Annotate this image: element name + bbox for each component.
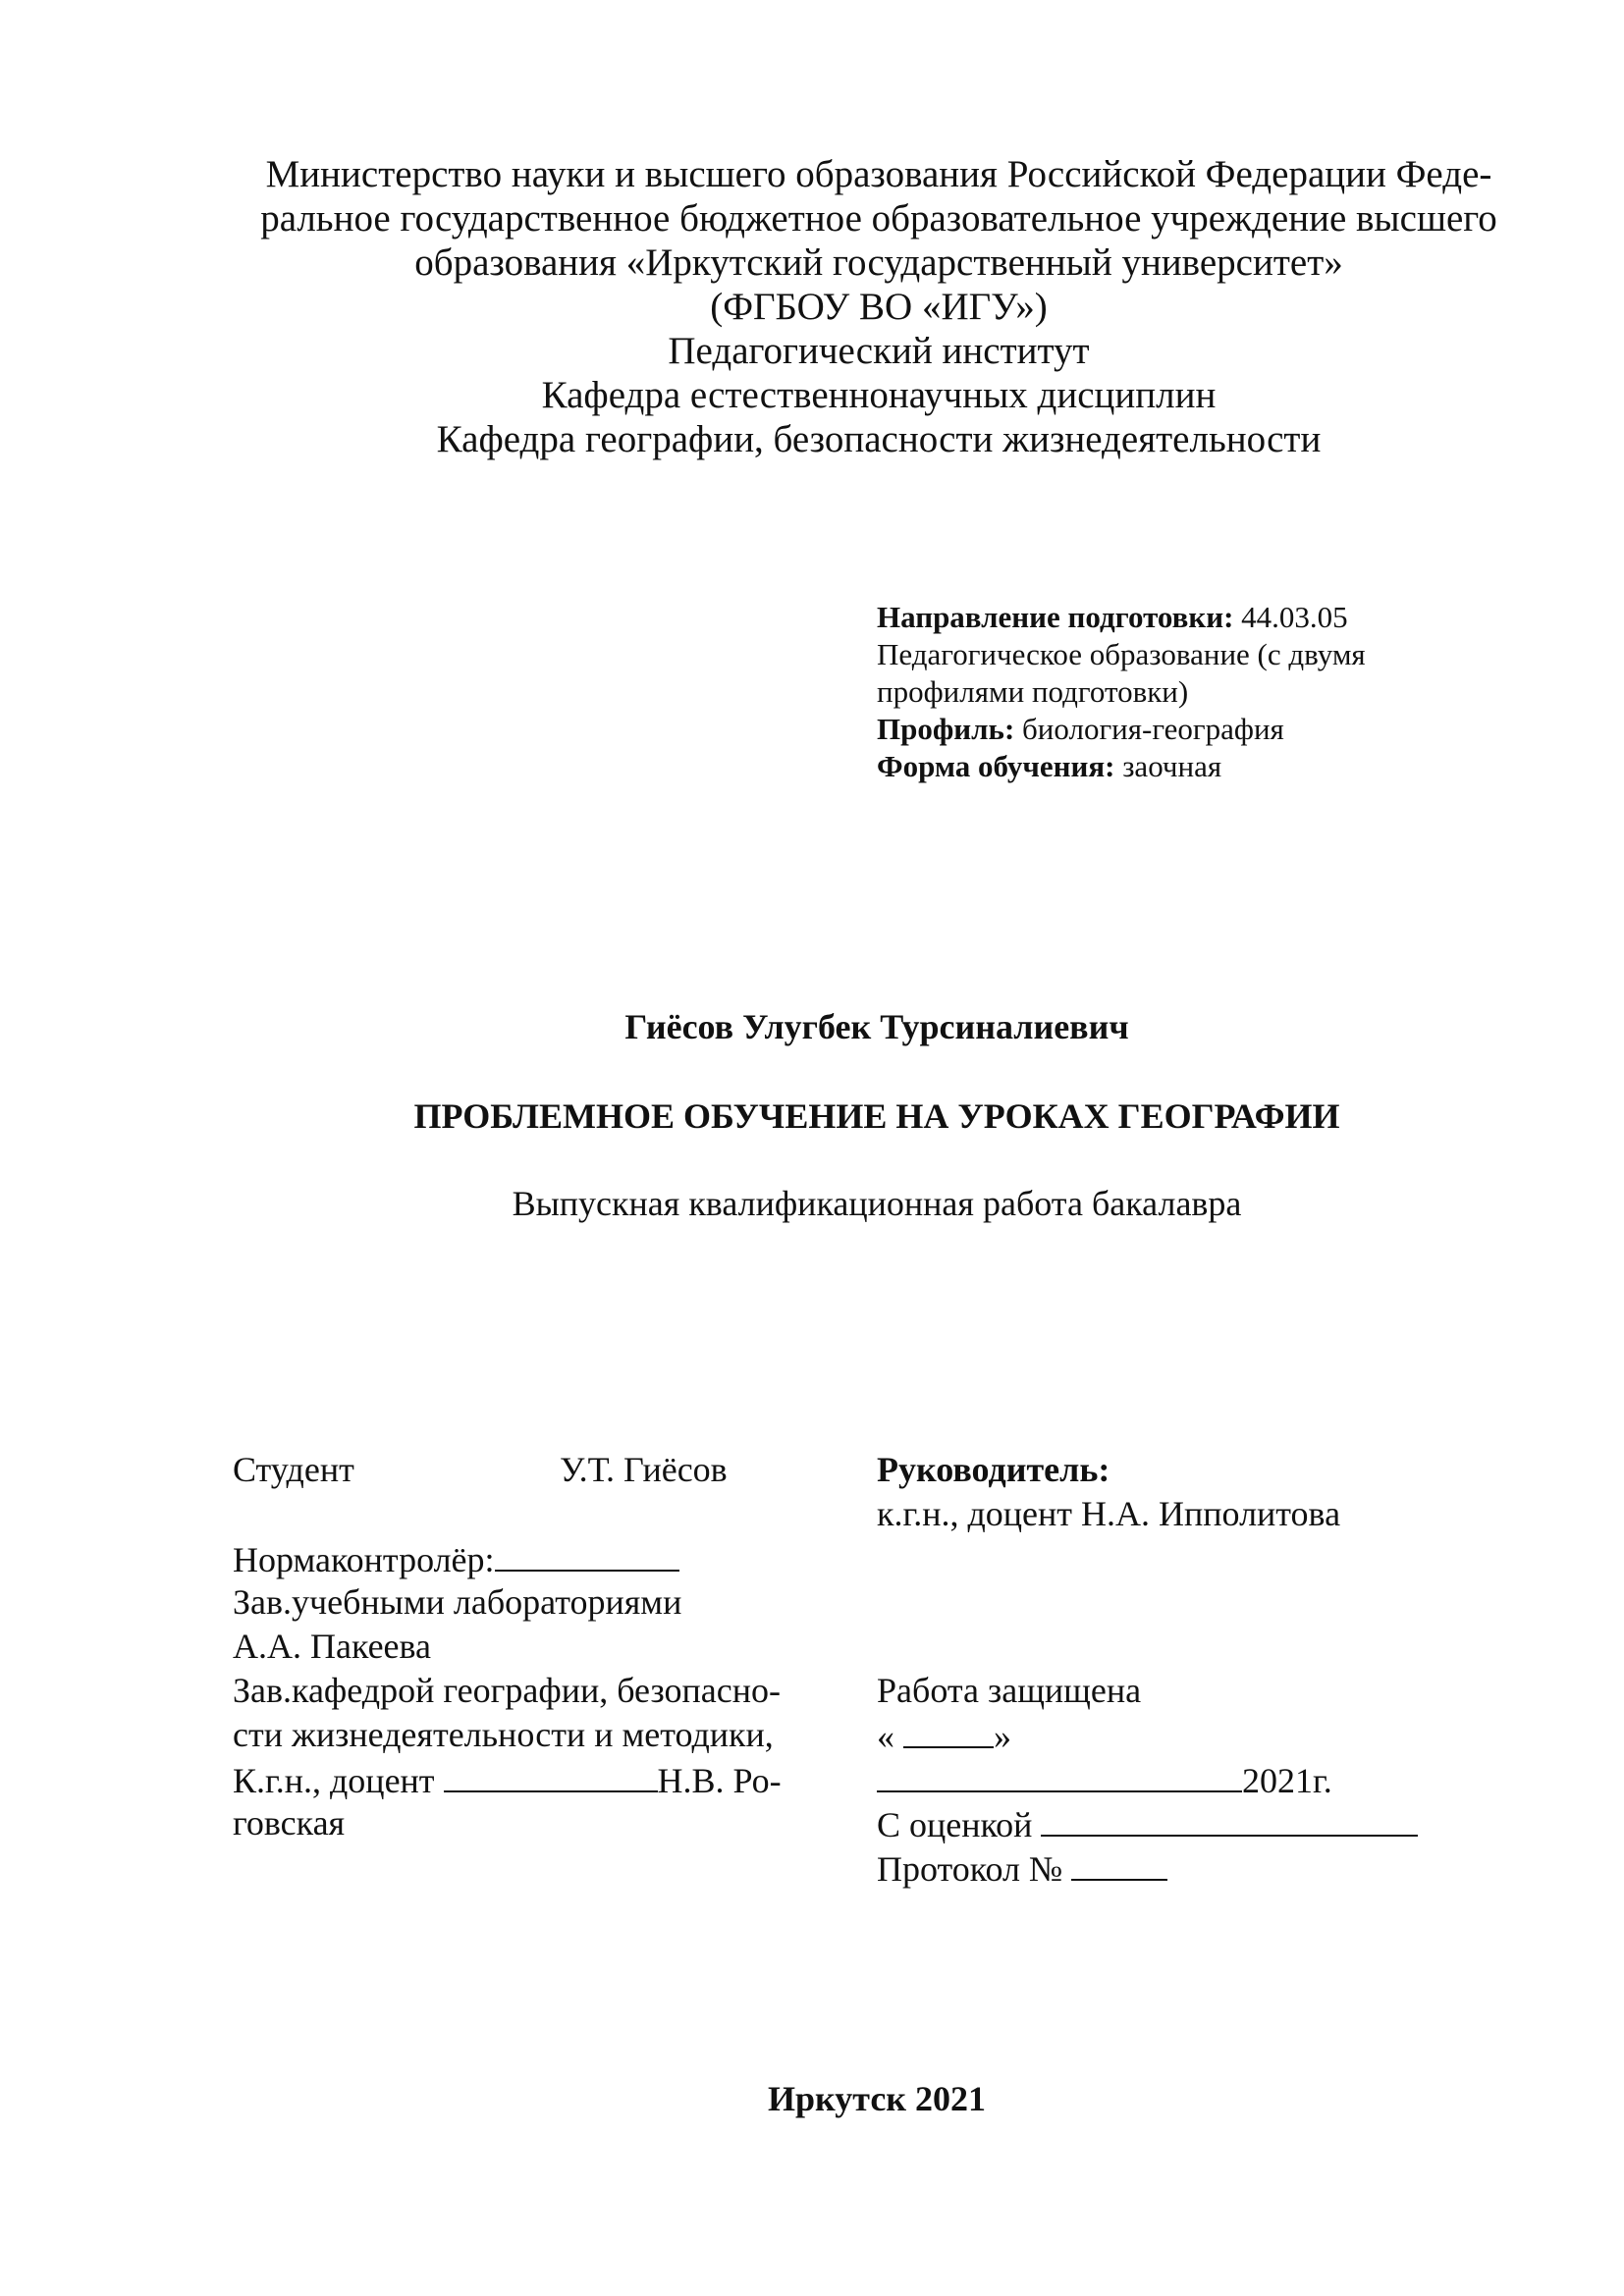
supervisor-name: к.г.н., доцент Н.А. Ипполитова	[877, 1494, 1341, 1533]
direction-line-2: Педагогическое образование (с двумя	[877, 637, 1366, 671]
direction-line-3: профилями подготовки)	[877, 674, 1189, 709]
thesis-title: ПРОБЛЕМНОЕ ОБУЧЕНИЕ НА УРОКАХ ГЕОГРАФИИ	[413, 1096, 1340, 1136]
protocol-label: Протокол №	[877, 1849, 1072, 1889]
profile-row	[877, 711, 1427, 748]
profile-value: биология-география	[1014, 712, 1284, 746]
program-info	[877, 599, 1427, 785]
right-signature-block	[877, 1448, 1466, 1890]
header-line-6: Кафедра естественнонаучных дисциплин	[541, 374, 1217, 416]
lab-head-line-2: А.А. Пакеева	[233, 1627, 432, 1666]
supervisor-label: Руководитель:	[877, 1450, 1110, 1489]
dept-head-line-2: сти жизнедеятельности и методики,	[233, 1715, 774, 1754]
blank-line	[877, 1580, 1466, 1625]
normcontrol-row	[233, 1536, 861, 1580]
form-value: заочная	[1114, 749, 1222, 783]
dept-head-line-1: Зав.кафедрой географии, безопасно-	[233, 1671, 781, 1710]
quote-close: »	[994, 1717, 1011, 1756]
header-line-1: Министерство науки и высшего образования Российской Федерации Феде-	[265, 153, 1492, 195]
dept-head-name-part: Н.В. Ро-	[657, 1761, 782, 1800]
header-line-7: Кафедра географии, безопасности жизнедеятельности	[436, 418, 1322, 460]
direction-code: 44.03.05	[1233, 600, 1348, 634]
blank-line	[877, 1536, 1466, 1580]
grade-label: С оценкой	[877, 1805, 1042, 1844]
thesis-subtitle: Выпускная квалификационная работа бакалавра	[512, 1184, 1242, 1223]
header-line-2: ральное государственное бюджетное образовательное учреждение высшего	[260, 197, 1497, 240]
student-label: Студент	[233, 1450, 354, 1489]
dept-head-signature-line	[444, 1757, 658, 1792]
date-year-row	[877, 1757, 1466, 1801]
header-line-5: Педагогический институт	[668, 330, 1090, 372]
institution-header	[226, 152, 1532, 461]
direction-row	[877, 599, 1427, 636]
date-day-row	[877, 1713, 1466, 1757]
blank-line	[233, 1492, 861, 1536]
student-name: У.Т. Гиёсов	[560, 1450, 728, 1489]
normcontrol-signature-line	[495, 1536, 679, 1572]
normcontrol-label: Нормаконтролёр:	[233, 1540, 495, 1579]
month-blank-line	[877, 1757, 1242, 1792]
profile-label: Профиль:	[877, 712, 1015, 746]
left-signature-block	[233, 1448, 861, 1845]
dept-head-line-4: говская	[233, 1803, 346, 1842]
author-name: Гиёсов Улугбек Турсиналиевич	[624, 1007, 1129, 1046]
form-row	[877, 748, 1427, 785]
dept-head-degree: К.г.н., доцент	[233, 1761, 444, 1800]
protocol-row	[877, 1845, 1466, 1890]
form-label: Форма обучения:	[877, 749, 1115, 783]
header-line-4: (ФГБОУ ВО «ИГУ»)	[710, 286, 1048, 328]
defended-label: Работа защищена	[877, 1671, 1142, 1710]
header-line-3: образования «Иркутский государственный университет»	[414, 241, 1343, 284]
direction-label: Направление подготовки:	[877, 600, 1234, 634]
city-year: Иркутск 2021	[767, 2079, 987, 2118]
blank-line	[877, 1625, 1466, 1669]
grade-row	[877, 1801, 1466, 1845]
lab-head-line-1: Зав.учебными лабораториями	[233, 1582, 682, 1622]
protocol-blank-line	[1071, 1845, 1167, 1881]
year-suffix: 2021г.	[1242, 1761, 1332, 1800]
dept-head-line-3	[233, 1757, 861, 1801]
day-blank-line	[903, 1713, 994, 1748]
quote-open: «	[877, 1717, 903, 1756]
grade-blank-line	[1041, 1801, 1418, 1837]
